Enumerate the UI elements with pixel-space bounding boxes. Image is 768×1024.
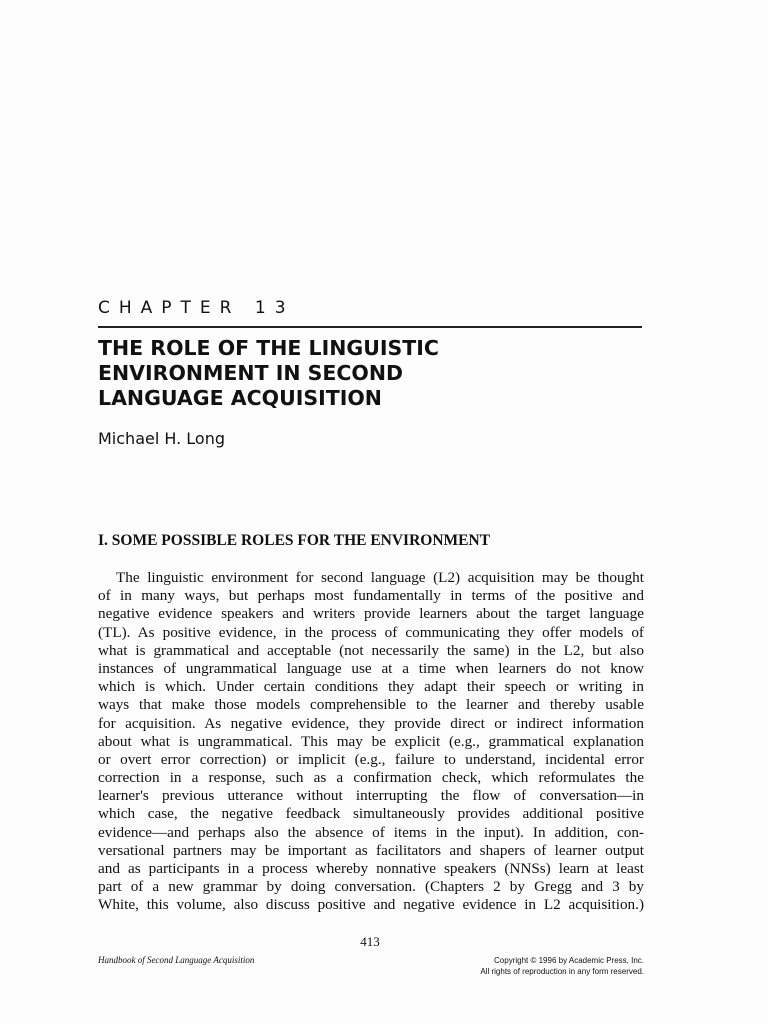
chapter-title bbox=[98, 336, 658, 411]
copyright-notice bbox=[480, 955, 644, 977]
paragraph-line: of in many ways, but perhaps most fundamentally in terms of the positive and bbox=[98, 587, 644, 605]
paragraph-line: or overt error correction) or implicit (e.g., failure to understand, incidental error bbox=[98, 750, 644, 768]
chapter-label: CHAPTER 13 bbox=[98, 298, 295, 318]
copyright-line: Copyright © 1996 by Academic Press, Inc. bbox=[494, 956, 644, 965]
rights-line: All rights of reproduction in any form reserved. bbox=[480, 967, 644, 976]
paragraph-line: and as participants in a process whereby nonnative speakers (NNSs) learn at least bbox=[98, 860, 644, 877]
paragraph-line: instances of ungrammatical language use at a time when learners do not know bbox=[98, 659, 644, 677]
chapter-title-line: LANGUAGE ACQUISITION bbox=[98, 386, 382, 410]
paragraph-line: which is which. Under certain conditions they adapt their speech or writing in bbox=[98, 678, 644, 696]
paragraph-line: evidence—and perhaps also the absence of items in the input). In addition, con- bbox=[98, 823, 644, 841]
paragraph-line: negative evidence speakers and writers provide learners about the target language bbox=[98, 605, 644, 623]
paragraph-line: versational partners may be important as facilitators and shapers of learner output bbox=[98, 841, 644, 859]
chapter-title-line: ENVIRONMENT IN SECOND bbox=[98, 361, 404, 385]
section-heading: I. SOME POSSIBLE ROLES FOR THE ENVIRONMENT bbox=[98, 532, 491, 549]
paragraph-line: what is grammatical and acceptable (not necessarily the same) in the L2, but also bbox=[98, 641, 644, 659]
paragraph-line: correction in a response, such as a confirmation check, which reformulates the bbox=[98, 769, 644, 787]
paragraph-line: (TL). As positive evidence, in the process of communicating they offer models of bbox=[98, 623, 644, 641]
page-number: 413 bbox=[360, 934, 380, 949]
paragraph-line: ways that make those models comprehensible to the learner and thereby usable bbox=[98, 696, 644, 714]
book-title-footer: Handbook of Second Language Acquisition bbox=[98, 955, 255, 965]
chapter-title-line: THE ROLE OF THE LINGUISTIC bbox=[98, 336, 439, 360]
paragraph-line: learner's previous utterance without interrupting the flow of conversation—in bbox=[98, 787, 644, 805]
body-paragraph bbox=[98, 569, 644, 915]
paragraph-line: part of a new grammar by doing conversation. (Chapters 2 by Gregg and 3 by bbox=[98, 878, 644, 896]
paragraph-line: White, this volume, also discuss positive and negative evidence in L2 acquisition.) bbox=[98, 896, 644, 914]
paragraph-line: about what is ungrammatical. This may be explicit (e.g., grammatical explanation bbox=[98, 732, 644, 750]
paragraph-line: The linguistic environment for second language (L2) acquisition may be thought bbox=[116, 569, 644, 586]
author-name: Michael H. Long bbox=[98, 429, 226, 448]
paragraph-line: for acquisition. As negative evidence, they provide direct or indirect information bbox=[98, 714, 644, 732]
paragraph-line: which case, the negative feedback simultaneously provides additional positive bbox=[98, 805, 644, 823]
chapter-rule bbox=[98, 326, 642, 328]
